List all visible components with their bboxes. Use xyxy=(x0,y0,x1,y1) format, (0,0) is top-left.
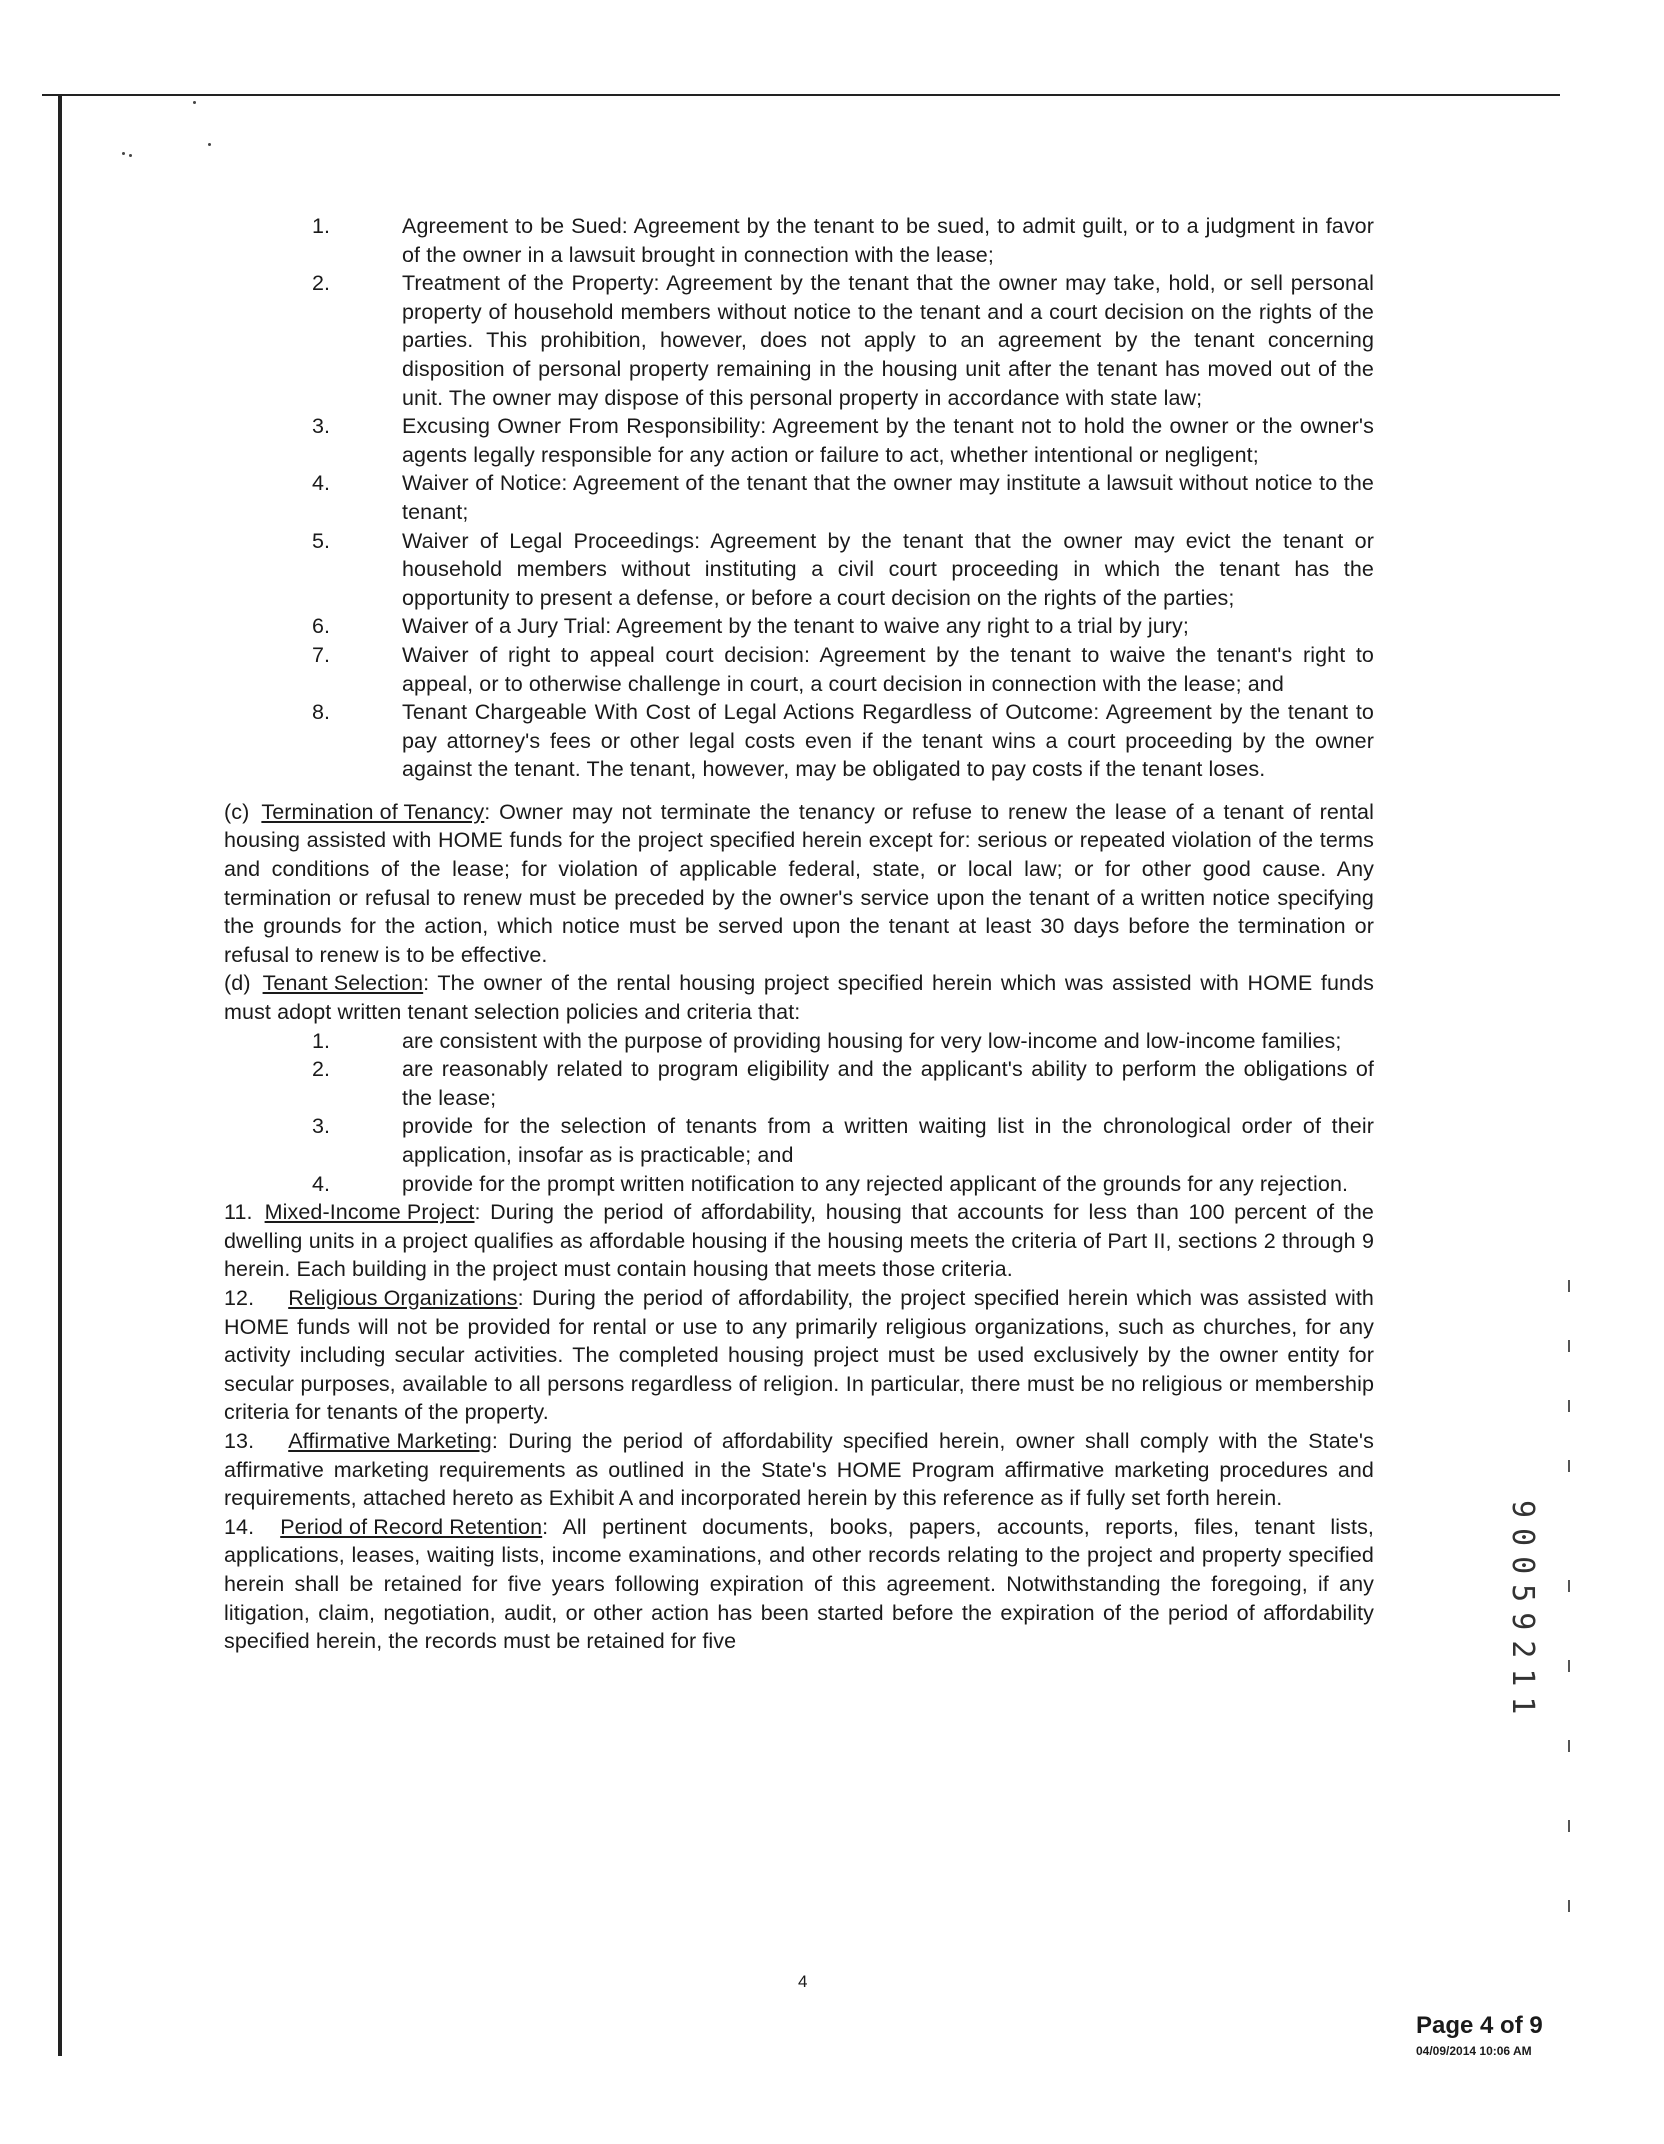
list-item: 2. Treatment of the Property: Agreement by the tenant that the owner may take, hold, or sell personal property of household members without notice to the tenant and a court decision on the rights of the parties. This prohibition, however, does not apply to an agreement by the tenant concerning disposition of personal property remaining in the housing unit after the tenant has moved out of the unit. The owner may dispose of this personal property in accordance with state law; xyxy=(312,271,1374,410)
page-number: 4 xyxy=(798,1972,808,1991)
footer-timestamp: 04/09/2014 10:06 AM xyxy=(1416,2044,1532,2058)
list-item: 3. Excusing Owner From Responsibility: Agreement by the tenant not to hold the owner or the owner's agents legally responsible for any action or failure to act, whether intentional or negligent; xyxy=(312,414,1374,467)
scan-speck xyxy=(208,143,211,146)
section-heading: Religious Organizations xyxy=(288,1285,518,1310)
list-item: 8. Tenant Chargeable With Cost of Legal Actions Regardless of Outcome: Agreement by the tenant to pay attorney's fees or other legal costs even if the tenant wins a court proceeding by the owner against the tenant. The tenant, however, may be obligated to pay costs if the tenant loses. xyxy=(312,700,1374,782)
list-item: 1. are consistent with the purpose of providing housing for very low-income and low-income families; xyxy=(312,1028,1342,1053)
list-item: 4. provide for the prompt written notification to any rejected applicant of the grounds for any rejection. xyxy=(312,1171,1349,1196)
section-period-of-record-retention: 14. Period of Record Retention: All pertinent documents, books, papers, accounts, reports, files, tenant lists, applications, leases, waiting lists, income examinations, and other records relating to the project and property specified herein shall be retained for five years following expiration of this agreement. Notwithstanding the foregoing, if any litigation, claim, negotiation, audit, or other action has been started before the expiration of the period of affordability specified herein, the records must be retained for five xyxy=(224,1514,1374,1654)
list-item: 4. Waiver of Notice: Agreement of the tenant that the owner may institute a lawsuit without notice to the tenant; xyxy=(312,471,1374,524)
section-heading: Tenant Selection xyxy=(262,971,424,996)
section-religious-organizations: 12. Religious Organizations: During the period of affordability, the project specified herein which was assisted with HOME funds will not be provided for rental or use to any primarily religious organizations, such as churches, for any activity including secular activities. The completed housing project must be used exclusively by the owner entity for secular purposes, available to all persons regardless of religion. In particular, there must be no religious or membership criteria for tenants of the property. xyxy=(224,1285,1374,1425)
list-item: 5. Waiver of Legal Proceedings: Agreement by the tenant that the owner may evict the tenant or household members without instituting a civil court proceeding in which the tenant has the opportunity to present a defense, or before a court decision on the rights of the parties; xyxy=(312,528,1374,610)
prohibited-lease-terms-list xyxy=(312,212,1374,784)
section-heading: Mixed-Income Project xyxy=(264,1200,475,1225)
section-affirmative-marketing: 13. Affirmative Marketing: During the period of affordability specified herein, owner shall comply with the State's affirmative marketing requirements as outlined in the State's HOME Program affirmative marketing procedures and requirements, attached hereto as Exhibit A and incorporated herein by this reference as if fully set forth herein. xyxy=(224,1428,1374,1511)
section-termination-of-tenancy: (c) Termination of Tenancy: Owner may not terminate the tenancy or refuse to renew the lease of a tenant of rental housing assisted with HOME funds for the project specified herein except for: serious or repeated violation of the terms and conditions of the lease; for violation of applicable federal, state, or local law; or for other good cause. Any termination or refusal to renew must be preceded by the owner's service upon the tenant of a written notice specifying the grounds for the action, which notice must be served upon the tenant at least 30 days before the termination or refusal to renew is to be effective. xyxy=(224,799,1374,967)
document-stamp-number: 90059211 xyxy=(1505,1500,1540,1725)
scan-speck xyxy=(122,152,125,155)
section-heading: Affirmative Marketing xyxy=(288,1428,492,1453)
margin-tick xyxy=(1568,1580,1570,1592)
list-item: 6. Waiver of a Jury Trial: Agreement by the tenant to waive any right to a trial by jury; xyxy=(312,614,1189,639)
scan-speck xyxy=(129,154,132,157)
section-heading: Termination of Tenancy xyxy=(261,799,485,824)
section-heading: Period of Record Retention xyxy=(280,1514,543,1539)
list-item: 2. are reasonably related to program eligibility and the applicant's ability to perform the obligations of the lease; xyxy=(312,1057,1374,1110)
list-item: 3. provide for the selection of tenants from a written waiting list in the chronological order of their application, insofar as is practicable; and xyxy=(312,1114,1374,1167)
margin-tick xyxy=(1568,1280,1570,1292)
tenant-selection-criteria-list xyxy=(312,1027,1374,1199)
margin-tick xyxy=(1568,1660,1570,1672)
document-body xyxy=(224,212,1374,1656)
margin-tick xyxy=(1568,1900,1570,1912)
margin-tick xyxy=(1568,1740,1570,1752)
scan-speck xyxy=(193,101,196,104)
footer-page-indicator: Page 4 of 9 xyxy=(1416,2012,1543,2039)
top-border-rule xyxy=(42,94,1560,96)
section-tenant-selection: (d) Tenant Selection: The owner of the rental housing project specified herein which was assisted with HOME funds must adopt written tenant selection policies and criteria that: xyxy=(224,971,1374,1025)
margin-tick xyxy=(1568,1820,1570,1832)
section-mixed-income-project: 11. Mixed-Income Project: During the period of affordability, housing that accounts for less than 100 percent of the dwelling units in a project qualifies as affordable housing if the housing meets the criteria of Part II, sections 2 through 9 herein. Each building in the project must contain housing that meets those criteria. xyxy=(224,1200,1374,1282)
margin-tick xyxy=(1568,1460,1570,1472)
margin-tick xyxy=(1568,1400,1570,1412)
margin-tick xyxy=(1568,1340,1570,1352)
list-item: 1. Agreement to be Sued: Agreement by the tenant to be sued, to admit guilt, or to a judgment in favor of the owner in a lawsuit brought in connection with the lease; xyxy=(312,214,1374,267)
list-item: 7. Waiver of right to appeal court decision: Agreement by the tenant to waive the tenant's right to appeal, or to otherwise challenge in court, a court decision in connection with the lease; and xyxy=(312,642,1374,696)
left-border-rule xyxy=(58,96,62,2056)
